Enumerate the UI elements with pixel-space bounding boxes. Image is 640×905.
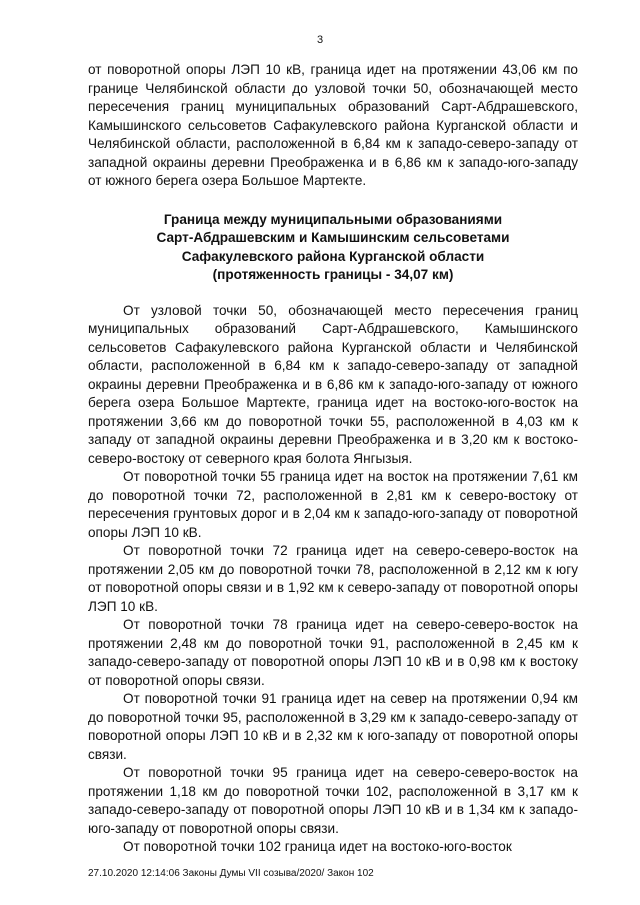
heading-line: Сафакулевского района Курганской области (181, 248, 485, 264)
paragraph-point-95: От поворотной точки 95 граница идет на северо-северо-восток на протяжении 1,18 км до поворотной точки 102, расположенной в 3,17 км к западо-северо-западу от поворотной опоры ЛЭП 10 кВ и в 1,34 км к западо-юго-западу от поворотной опоры связи. (88, 765, 578, 836)
paragraph-point-55: От поворотной точки 55 граница идет на восток на протяжении 7,61 км до поворотной точки 72, расположенной в 2,81 км к северо-востоку от пересечения грунтовых дорог и в 2,04 км к западо-юго-западу от поворотной опоры ЛЭП 10 кВ. (88, 469, 578, 540)
paragraph-point-50: От узловой точки 50, обозначающей место пересечения границ муниципальных образований Сарт-Абдрашевского, Камышинского сельсоветов Сафакулевского района Курганской области и Челябинской области, расположенной в 6,84 км к западо-северо-западу от западной окраины деревни Преображенка и в 6,86 км к западо-юго-западу от южного берега озера Большое Мартекте, граница идет на востоко-юго-восток на протяжении 3,66 км до поворотной точки 55, расположенной в 4,03 км к западу от западной окраины деревни Преображенка и в 3,20 км к востоко-северо-востоку от северного края болота Янгызыя. (88, 302, 578, 466)
page-number: 3 (316, 34, 324, 46)
paragraph-point-91: От поворотной точки 91 граница идет на север на протяжении 0,94 км до поворотной точки 95, расположенной в 3,29 км к западо-северо-западу от поворотной опоры ЛЭП 10 кВ и в 2,32 км к юго-западу от поворотной опоры связи. (88, 691, 578, 762)
paragraph-point-78: От поворотной точки 78 граница идет на северо-северо-восток на протяжении 2,48 км до поворотной точки 91, расположенной в 2,45 км к западо-северо-западу от поворотной опоры ЛЭП 10 кВ и в 0,98 км к востоку от поворотной опоры связи. (88, 617, 578, 688)
heading-line: Сарт-Абдрашевским и Камышинским сельсоветами (156, 230, 510, 245)
document-body (88, 61, 578, 857)
footer: 27.10.2020 12:14:06 Законы Думы VII созыва/2020/ Закон 102 (88, 868, 374, 879)
heading-line: (протяженность границы - 34,07 км) (212, 267, 454, 282)
intro-paragraph: от поворотной опоры ЛЭП 10 кВ, граница идет на протяжении 43,06 км по границе Челябинской области до узловой точки 50, обозначающей место пересечения границ муниципальных образований Сарт-Абдрашевского, Камышинского сельсоветов Сафакулевского района Курганской области и Челябинской области, расположенной в 6,84 км к западо-северо-западу от западной окраины деревни Преображенка и в 6,86 км к западо-юго-западу от южного берега озера Большое Мартекте. (88, 62, 578, 188)
paragraph-point-72: От поворотной точки 72 граница идет на северо-северо-восток на протяжении 2,05 км до поворотной точки 78, расположенной в 2,12 км к югу от поворотной опоры связи и в 1,92 км к северо-западу от поворотной опоры ЛЭП 10 кВ. (88, 543, 578, 614)
paragraph-point-102: От поворотной точки 102 граница идет на востоко-юго-восток (123, 839, 512, 854)
section-heading (88, 211, 578, 285)
heading-line: Граница между муниципальными образованиями (163, 211, 503, 227)
